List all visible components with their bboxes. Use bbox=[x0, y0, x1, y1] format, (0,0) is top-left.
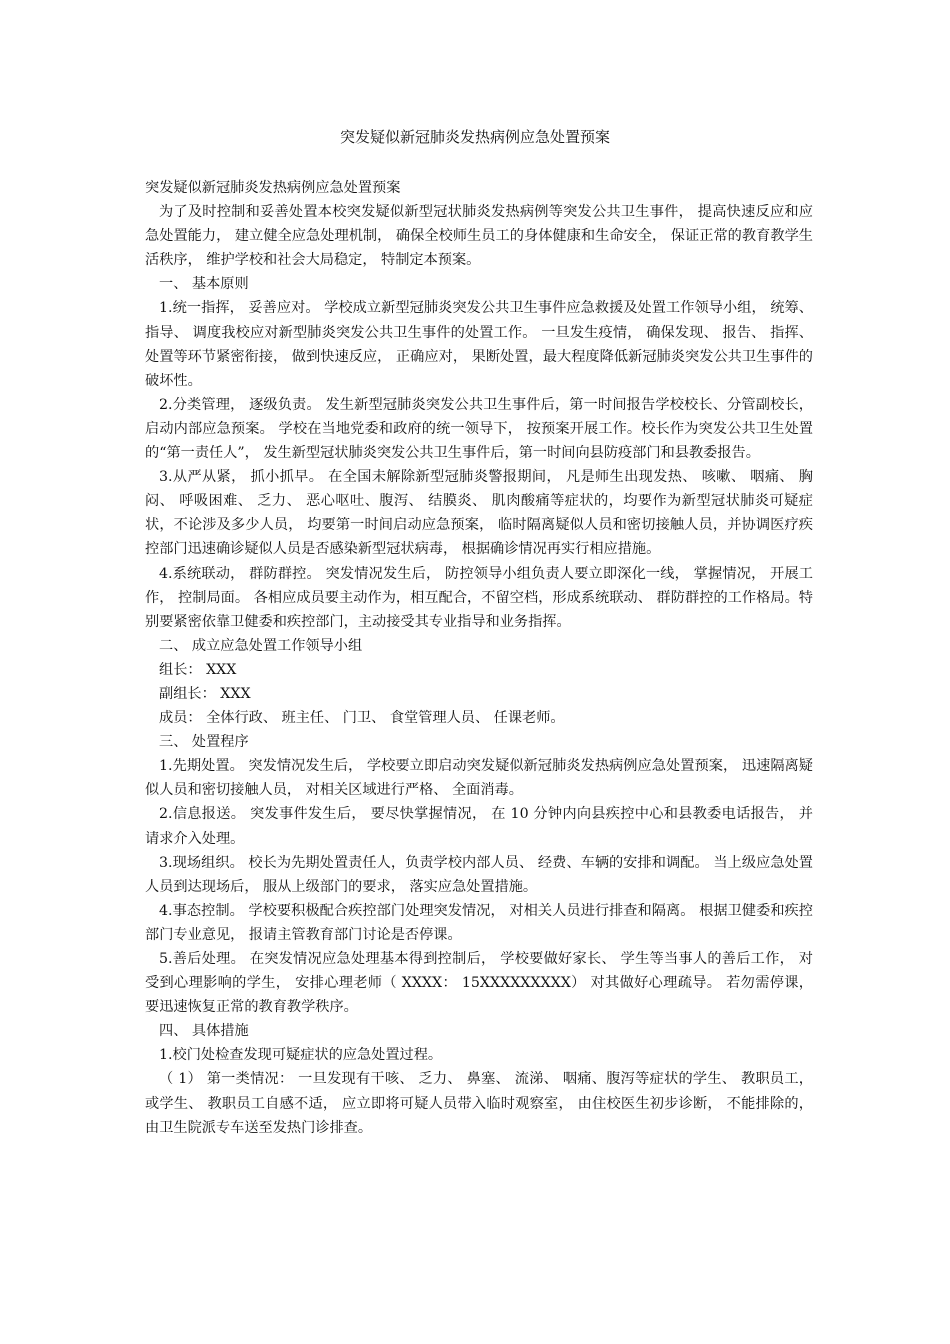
members-line: 成员： 全体行政、 班主任、 门卫、 食堂管理人员、 任课老师。 bbox=[159, 710, 565, 727]
measure-1-case-1-paragraph: （ 1） 第一类情况： 一旦发现有干咳、 乏力、 鼻塞、 流涕、 咽痛、腹泻等症状的学生、 教职员工， 或学生、 教职员工自感不适， 应立即将可疑人员带入临时观察室， 由住校医生初步诊断， 不能排除的， 由卫生院派专车送至发热门诊排查。 bbox=[145, 1071, 813, 1136]
intro-paragraph: 为了及时控制和妥善处置本校突发疑似新型冠状肺炎发热病例等突发公共卫生事件， 提高快速反应和应急处置能力， 建立健全应急处理机制， 确保全校师生员工的身体健康和生命安全， 保证正常的教育教学生活秩序， 维护学校和社会大局稳定， 特制定本预案。 bbox=[145, 204, 813, 269]
document-body bbox=[145, 176, 813, 1140]
measure-1-paragraph: 1.校门处检查发现可疑症状的应急处置过程。 bbox=[159, 1047, 443, 1064]
principle-3-paragraph: 3.从严从紧， 抓小抓早。 在全国未解除新型冠肺炎警报期间， 凡是师生出现发热、 咳嗽、 咽痛、 胸闷、 呼吸困难、 乏力、 恶心呕吐、腹泻、 结膜炎、 肌肉酸痛等症状的，均要作为新型冠状肺炎可疑症状，不论涉及多少人员， 均要第一时间启动应急预案， 临时隔离疑似人员和密切接触人员，并协调医疗疾控部门迅速确诊疑似人员是否感染新型冠状病毒， 根据确诊情况再实行相应措施。 bbox=[145, 469, 813, 558]
document-subtitle: 突发疑似新冠肺炎发热病例应急处置预案 bbox=[145, 180, 401, 196]
section-heading-leadership-group: 二、 成立应急处置工作领导小组 bbox=[159, 637, 363, 654]
group-leader-line: 组长： XXX bbox=[159, 661, 237, 678]
procedure-1-paragraph: 1.先期处置。 突发情况发生后， 学校要立即启动突发疑似新冠肺炎发热病例应急处置预案， 迅速隔离疑似人员和密切接触人员， 对相关区域进行严格、 全面消毒。 bbox=[145, 758, 813, 799]
section-heading-procedure: 三、 处置程序 bbox=[159, 734, 249, 751]
document-title: 突发疑似新冠肺炎发热病例应急处置预案 bbox=[339, 128, 610, 146]
procedure-2-paragraph: 2.信息报送。 突发事件发生后， 要尽快掌握情况， 在 10 分钟内向县疾控中心和县教委电话报告， 并请求介入处理。 bbox=[145, 806, 813, 847]
procedure-3-paragraph: 3.现场组织。 校长为先期处置责任人，负责学校内部人员、 经费、车辆的安排和调配。 当上级应急处置人员到达现场后， 服从上级部门的要求， 落实应急处置措施。 bbox=[145, 854, 813, 895]
principle-4-paragraph: 4.系统联动， 群防群控。 突发情况发生后， 防控领导小组负责人要立即深化一线， 掌握情况， 开展工作， 控制局面。 各相应成员要主动作为，相互配合，不留空档，形成系统联动、 群防群控的工作格局。特别要紧密依靠卫健委和疾控部门，主动接受其专业指导和业务指挥。 bbox=[145, 565, 813, 630]
principle-1-paragraph: 1.统一指挥， 妥善应对。 学校成立新型冠肺炎突发公共卫生事件应急救援及处置工作领导小组， 统筹、 指导、 调度我校应对新型肺炎突发公共卫生事件的处置工作。 一旦发生疫情， 确保发现、 报告、 指挥、 处置等环节紧密衔接， 做到快速反应， 正确应对， 果断处置，最大程度降低新冠肺炎突发公共卫生事件的破坏性。 bbox=[145, 300, 813, 389]
deputy-leader-line: 副组长： XXX bbox=[159, 685, 251, 702]
section-heading-measures: 四、 具体措施 bbox=[159, 1023, 249, 1040]
principle-2-paragraph: 2.分类管理， 逐级负责。 发生新型冠肺炎突发公共卫生事件后，第一时间报告学校校长、分管副校长， 启动内部应急预案。 学校在当地党委和政府的统一领导下， 按预案开展工作。校长作为突发公共卫生处置的“第一责任人”， 发生新型冠状肺炎突发公共卫生事件后，第一时间向县防疫部门和县教委报告。 bbox=[145, 396, 813, 462]
procedure-5-paragraph: 5.善后处理。 在突发情况应急处理基本得到控制后， 学校要做好家长、 学生等当事人的善后工作， 对受到心理影响的学生， 安排心理老师（ XXXX： 15XXXXXXXXX） 对其做好心理疏导。 若勿需停课，要迅速恢复正常的教育教学秩序。 bbox=[145, 951, 813, 1016]
procedure-4-paragraph: 4.事态控制。 学校要积极配合疾控部门处理突发情况， 对相关人员进行排查和隔离。 根据卫健委和疾控部门专业意见， 报请主管教育部门讨论是否停课。 bbox=[145, 902, 813, 943]
section-heading-principles: 一、 基本原则 bbox=[159, 276, 249, 293]
